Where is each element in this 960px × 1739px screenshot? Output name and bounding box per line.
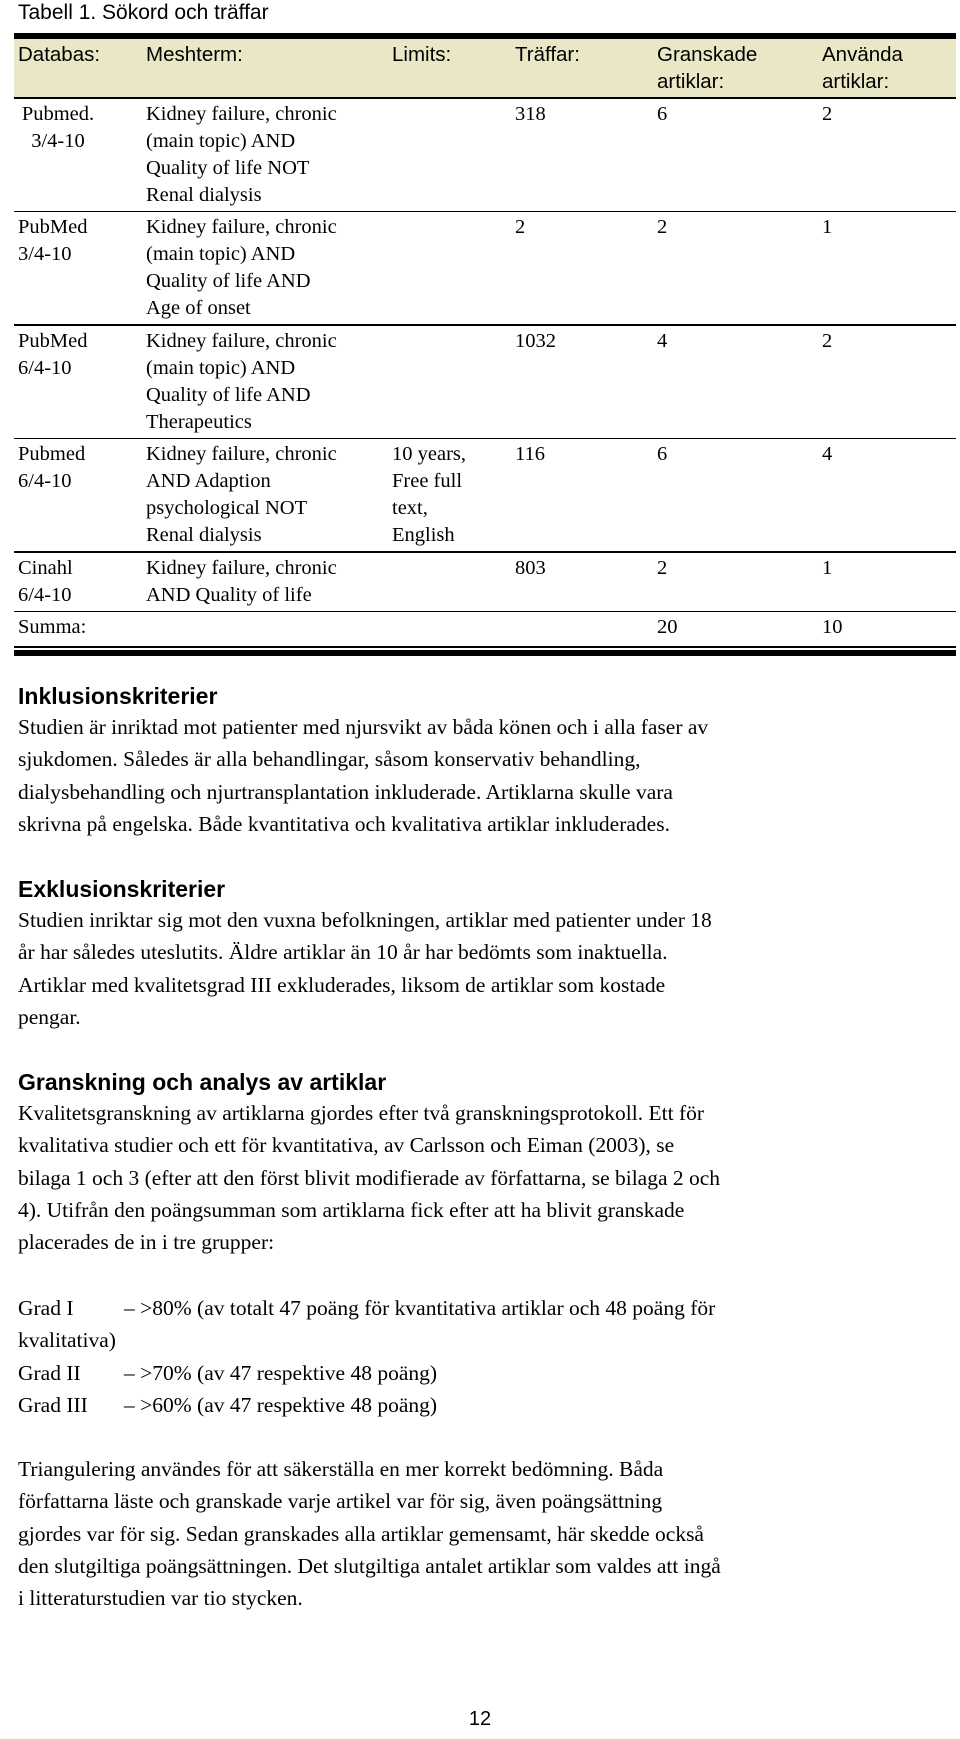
header-granskade: Granskade artiklar:	[657, 43, 758, 93]
text-line: Artiklar med kvalitetsgrad III exkluderades, liksom de artiklar som kostade	[18, 972, 666, 997]
cell-limits: 10 years, Free full text, English	[392, 443, 467, 546]
table-row	[14, 212, 956, 324]
text-line: Triangulering användes för att säkerställa en mer korrekt bedömning. Båda	[18, 1457, 664, 1481]
inklusion-heading: Inklusionskriterier	[18, 683, 218, 709]
table-row	[14, 99, 956, 211]
grade-item	[18, 1292, 943, 1324]
grade-label: Grad I	[18, 1296, 74, 1320]
grade-item	[18, 1357, 943, 1389]
cell-granskade: 6	[657, 443, 668, 465]
summa-label: Summa:	[18, 616, 87, 638]
cell-databas: PubMed 6/4-10	[18, 329, 88, 379]
text-line: Studien är inriktad mot patienter med njursvikt av båda könen och i alla faser av	[18, 715, 709, 739]
granskning-heading: Granskning och analys av artiklar	[18, 1069, 387, 1095]
table-bottom-rule-thin	[14, 646, 956, 648]
granskning-text	[18, 1097, 943, 1258]
summa-anvanda: 10	[822, 616, 843, 638]
grades-section	[18, 1292, 943, 1421]
header-anvanda: Använda artiklar:	[822, 43, 903, 93]
table-body	[14, 99, 956, 613]
text-line: skrivna på engelska. Både kvantitativa och kvalitativa artiklar inkluderades.	[18, 811, 670, 836]
table-bottom-rule	[14, 650, 956, 656]
grade-text: – >80% (av totalt 47 poäng för kvantitativa artiklar och 48 poäng för	[124, 1296, 716, 1320]
cell-granskade: 4	[657, 329, 668, 352]
text-line: Kvalitetsgranskning av artiklarna gjordes efter två granskningsprotokoll. Ett för	[18, 1101, 705, 1125]
header-limits: Limits:	[392, 43, 452, 66]
cell-databas: Pubmed 6/4-10	[18, 443, 86, 492]
cell-anvanda: 4	[822, 443, 833, 465]
cell-databas: PubMed 3/4-10	[18, 216, 88, 265]
text-line: Studien inriktar sig mot den vuxna befolkningen, artiklar med patienter under 18	[18, 908, 712, 932]
grade-label: Grad III	[18, 1392, 88, 1417]
cell-traffar: 803	[515, 556, 546, 579]
text-line: i litteraturstudien var tio stycken.	[18, 1586, 303, 1611]
cell-meshterm: Kidney failure, chronic (main topic) AND Quality of life NOT Renal dialysis	[146, 102, 337, 206]
exklusion-heading: Exklusionskriterier	[18, 876, 226, 902]
cell-anvanda: 2	[822, 329, 833, 352]
cell-traffar: 116	[515, 443, 545, 465]
cell-meshterm: Kidney failure, chronic AND Adaption psychological NOT Renal dialysis	[146, 443, 337, 546]
text-line: bilaga 1 och 3 (efter att den först blivit modifierade av författarna, se bilaga 2 och	[18, 1165, 721, 1190]
cell-meshterm: Kidney failure, chronic (main topic) AND Quality of life AND Therapeutics	[146, 329, 337, 433]
grade-item	[18, 1389, 943, 1421]
grade-text-cont: kvalitativa)	[18, 1328, 116, 1353]
granskning-section	[18, 1067, 943, 1258]
text-line: dialysbehandling och njurtransplantation inkluderade. Artiklarna skulle vara	[18, 779, 673, 804]
inklusion-text	[18, 711, 943, 840]
page-number: 12	[468, 1708, 492, 1730]
inklusion-section	[18, 681, 943, 840]
cell-granskade: 2	[657, 556, 668, 579]
text-line: sjukdomen. Således är alla behandlingar, såsom konservativ behandling,	[18, 747, 641, 772]
header-traffar: Träffar:	[515, 43, 580, 66]
cell-traffar: 1032	[515, 329, 556, 352]
table-row	[14, 326, 956, 438]
grade-text: – >70% (av 47 respektive 48 poäng)	[124, 1360, 438, 1385]
text-line: placerades de in i tre grupper:	[18, 1230, 275, 1255]
grades-list	[18, 1292, 943, 1421]
cell-anvanda: 2	[822, 102, 833, 125]
grade-label: Grad II	[18, 1360, 81, 1385]
table-row	[14, 439, 956, 551]
table-header-row	[14, 39, 956, 97]
cell-anvanda: 1	[822, 216, 833, 238]
header-meshterm: Meshterm:	[146, 43, 243, 66]
cell-databas: Pubmed. 3/4-10	[21, 102, 95, 152]
cell-traffar: 2	[515, 216, 526, 238]
text-line: kvalitativa studier och ett för kvantitativa, av Carlsson och Eiman (2003), se	[18, 1133, 675, 1158]
text-line: pengar.	[18, 1004, 81, 1029]
grade-text: – >60% (av 47 respektive 48 poäng)	[124, 1392, 438, 1417]
cell-anvanda: 1	[822, 556, 833, 579]
search-table	[14, 33, 956, 656]
text-line: den slutgiltiga poängsättningen. Det slutgiltiga antalet artiklar som valdes att ingå	[18, 1553, 721, 1578]
cell-granskade: 2	[657, 216, 668, 238]
exklusion-section	[18, 874, 943, 1033]
text-line: 4). Utifrån den poängsumman som artiklarna fick efter att ha blivit granskade	[18, 1197, 685, 1222]
text-line: författarna läste och granskade varje artikel var för sig, även poängsättning	[18, 1489, 663, 1514]
summa-row	[14, 612, 956, 642]
triangulering-section	[18, 1453, 943, 1614]
cell-databas: Cinahl 6/4-10	[18, 556, 73, 606]
table-row	[14, 553, 956, 611]
cell-meshterm: Kidney failure, chronic (main topic) AND Quality of life AND Age of onset	[146, 216, 337, 319]
cell-meshterm: Kidney failure, chronic AND Quality of life	[146, 556, 337, 606]
cell-traffar: 318	[515, 102, 546, 125]
cell-granskade: 6	[657, 102, 668, 125]
header-databas: Databas:	[18, 43, 101, 66]
text-line: år har således uteslutits. Äldre artiklar än 10 år har bedömts som inaktuella.	[18, 940, 668, 965]
exklusion-text	[18, 904, 943, 1033]
triangulering-text	[18, 1453, 943, 1614]
table-caption: Tabell 1. Sökord och träffar	[18, 1, 269, 24]
summa-granskade: 20	[657, 616, 678, 638]
text-line: gjordes var för sig. Sedan granskades alla artiklar gemensamt, här skedde också	[18, 1521, 704, 1546]
